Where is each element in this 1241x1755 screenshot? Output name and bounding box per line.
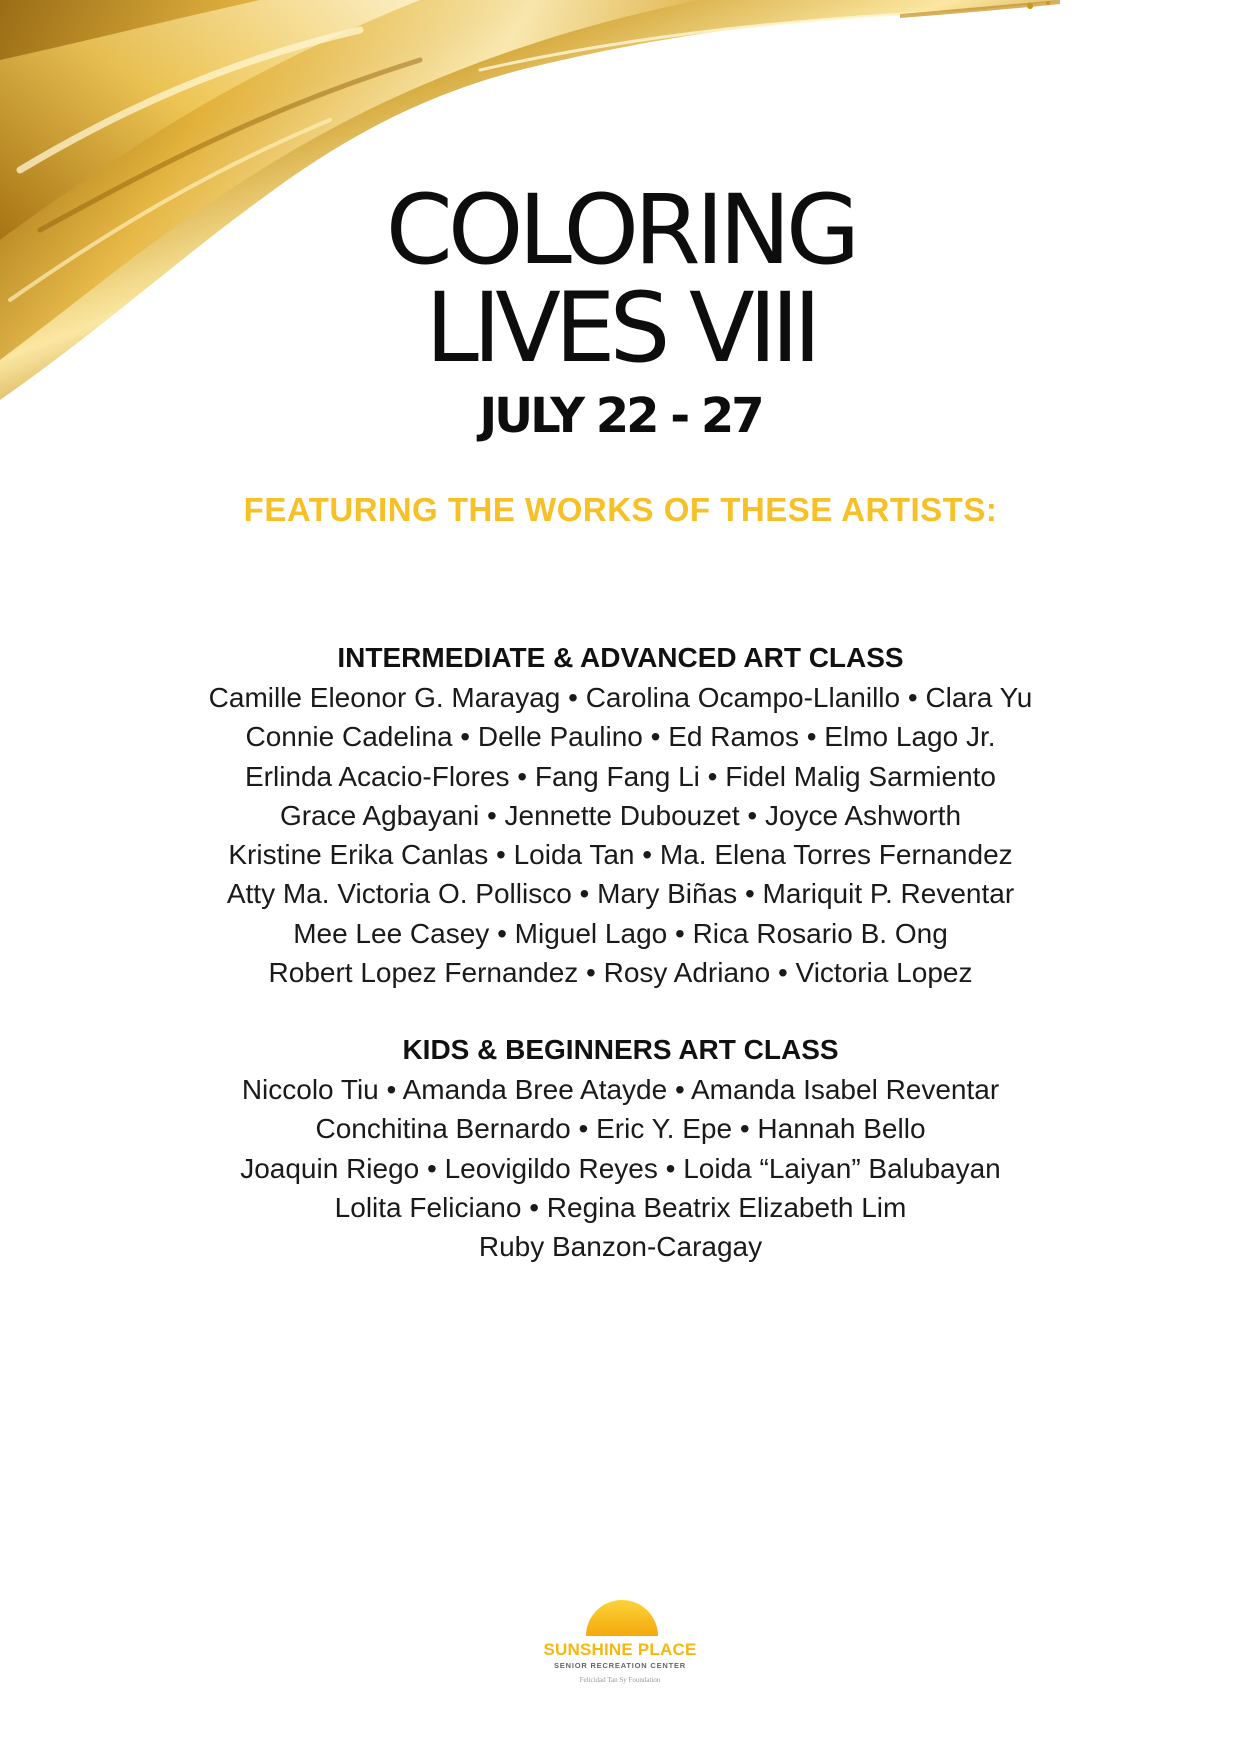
logo-subtitle: SENIOR RECREATION CENTER [554, 1661, 686, 1670]
intermediate-advanced-section [0, 638, 1241, 992]
artist-line: Atty Ma. Victoria O. Pollisco • Mary Biñas • Mariquit P. Reventar [226, 878, 1015, 910]
event-dates: JULY 22 - 27 [479, 388, 762, 444]
artist-line: Connie Cadelina • Delle Paulino • Ed Ramos • Elmo Lago Jr. [245, 721, 996, 753]
event-title-line2: LIVES VIII [425, 272, 816, 384]
artist-line: Grace Agbayani • Jennette Dubouzet • Joyce Ashworth [279, 799, 962, 831]
artist-line: Robert Lopez Fernandez • Rosy Adriano • Victoria Lopez [268, 957, 973, 989]
section-heading: KIDS & BEGINNERS ART CLASS [402, 1034, 839, 1065]
artist-line: Ruby Banzon-Caragay [478, 1231, 763, 1263]
logo-foundation: Felicidad Tan Sy Foundation [579, 1676, 661, 1684]
artist-line: Camille Eleonor G. Marayag • Carolina Ocampo-Llanillo • Clara Yu [208, 682, 1033, 713]
artist-line: Conchitina Bernardo • Eric Y. Epe • Hannah Bello [315, 1113, 926, 1145]
featuring-heading: FEATURING THE WORKS OF THESE ARTISTS: [243, 491, 998, 528]
kids-beginners-section [0, 1030, 1241, 1266]
artist-line: Lolita Feliciano • Regina Beatrix Elizabeth Lim [334, 1191, 907, 1223]
logo-name: SUNSHINE PLACE [543, 1640, 697, 1659]
artist-line: Erlinda Acacio-Flores • Fang Fang Li • Fidel Malig Sarmiento [244, 760, 997, 792]
artist-line: Niccolo Tiu • Amanda Bree Atayde • Amanda Isabel Reventar [241, 1074, 1000, 1105]
section-heading: INTERMEDIATE & ADVANCED ART CLASS [337, 642, 904, 673]
artist-line: Mee Lee Casey • Miguel Lago • Rica Rosario B. Ong [293, 917, 948, 949]
event-title-line1: COLORING [385, 174, 856, 286]
artist-line: Kristine Erika Canlas • Loida Tan • Ma. Elena Torres Fernandez [228, 839, 1013, 871]
artist-line: Joaquin Riego • Leovigildo Reyes • Loida “Laiyan” Balubayan [240, 1152, 1001, 1184]
sun-icon [586, 1592, 658, 1636]
sunshine-place-logo [520, 1592, 720, 1702]
